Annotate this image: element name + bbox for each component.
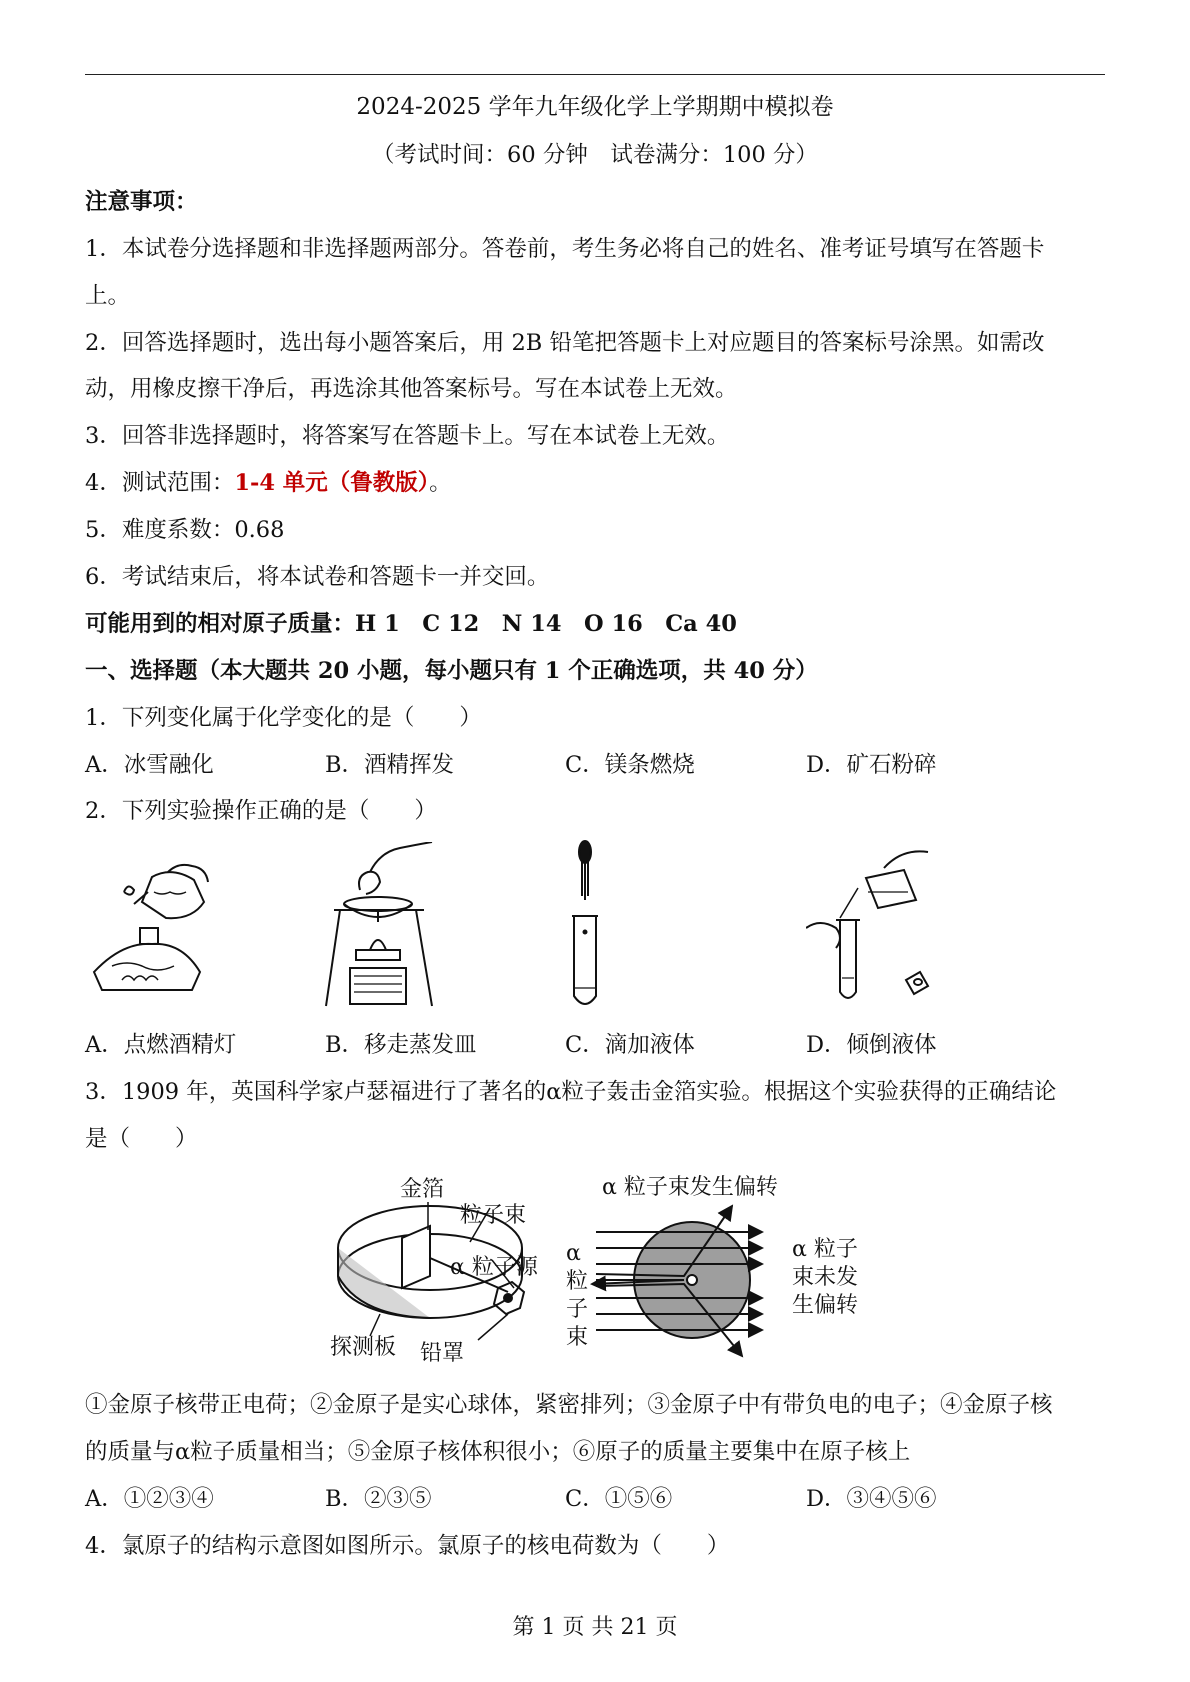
exam-title: 2024-2025 学年九年级化学上学期期中模拟卷 — [356, 94, 834, 120]
label-alpha-source: α 粒子源 — [450, 1255, 538, 1280]
label-deflected: α 粒子束发生偏转 — [602, 1175, 778, 1200]
label-particle-beam: 粒子束 — [460, 1203, 527, 1228]
q1-option-b: B．酒精挥发 — [325, 752, 455, 778]
notice-line-4 — [85, 468, 452, 498]
q3-statements-line-2: 的质量与α粒子质量相当；⑤金原子核体积很小；⑥原子的质量主要集中在原子核上 — [85, 1439, 911, 1465]
notice-line-1b: 上。 — [85, 283, 131, 309]
notice-line-3: 3．回答非选择题时，将答案写在答题卡上。写在本试卷上无效。 — [85, 423, 730, 449]
notice-line-6: 6．考试结束后，将本试卷和答题卡一并交回。 — [85, 564, 550, 590]
q4-stem: 4．氯原子的结构示意图如图所示。氯原子的核电荷数为（ ） — [85, 1533, 730, 1559]
q2-option-d: D．倾倒液体 — [806, 1032, 937, 1058]
pouring-liquid-figure — [806, 848, 936, 1008]
notice-line-2b: 动，用橡皮擦干净后，再选涂其他答案标号。写在本试卷上无效。 — [85, 376, 738, 402]
q2-option-a: A．点燃酒精灯 — [85, 1032, 237, 1058]
label-alpha-v1: α — [566, 1241, 581, 1266]
q2-option-c: C．滴加液体 — [565, 1032, 695, 1058]
label-lead-shield: 铅罩 — [420, 1341, 465, 1366]
header-rule — [85, 74, 1105, 75]
q3-stem-line-1: 3．1909 年，英国科学家卢瑟福进行了著名的α粒子轰击金箔实验。根据这个实验获得的正确结论 — [85, 1079, 1057, 1105]
label-detector: 探测板 — [330, 1335, 397, 1360]
alcohol-lamp-figure — [82, 862, 212, 992]
label-alpha-v2: 粒 — [566, 1269, 589, 1294]
label-alpha-v3: 子 — [566, 1297, 589, 1322]
label-alpha-v4: 束 — [566, 1325, 589, 1350]
label-undeflected-1: α 粒子 — [792, 1237, 858, 1262]
q1-stem: 1．下列变化属于化学变化的是（ ） — [85, 705, 482, 731]
atomic-mass-line: 可能用到的相对原子质量：H 1 C 12 N 14 O 16 Ca 40 — [85, 611, 737, 637]
notice-header: 注意事项： — [85, 189, 198, 215]
notice-line-5: 5．难度系数：0.68 — [85, 517, 285, 543]
q3-stem-line-2: 是（ ） — [85, 1126, 198, 1152]
q3-statements-line-1: ①金原子核带正电荷；②金原子是实心球体，紧密排列；③金原子中有带负电的电子；④金原子核 — [85, 1392, 1053, 1418]
exam-subtitle: （考试时间：60 分钟 试卷满分：100 分） — [372, 142, 818, 168]
q1-option-a: A．冰雪融化 — [85, 752, 214, 778]
notice-line-1: 1．本试卷分选择题和非选择题两部分。答卷前，考生务必将自己的姓名、准考证号填写在答题卡 — [85, 236, 1045, 262]
notice-line-2: 2．回答选择题时，选出每小题答案后，用 2B 铅笔把答题卡上对应题目的答案标号涂黑。如需改 — [85, 330, 1045, 356]
q2-option-b: B．移走蒸发皿 — [325, 1032, 477, 1058]
q2-stem: 2．下列实验操作正确的是（ ） — [85, 798, 437, 824]
q1-option-d: D．矿石粉碎 — [806, 752, 937, 778]
q1-option-c: C．镁条燃烧 — [565, 752, 695, 778]
q3-option-c: C．①⑤⑥ — [565, 1486, 673, 1512]
q3-option-b: B．②③⑤ — [325, 1486, 432, 1512]
notice-4-suffix: 。 — [429, 470, 452, 496]
notice-4-prefix: 4．测试范围： — [85, 470, 235, 496]
dropper-figure — [560, 840, 610, 1008]
section-1-title: 一、选择题（本大题共 20 小题，每小题只有 1 个正确选项，共 40 分） — [85, 658, 818, 684]
evaporating-dish-figure — [320, 842, 440, 1008]
page-footer: 第 1 页 共 21 页 — [512, 1615, 678, 1640]
label-undeflected-2: 束未发 — [792, 1265, 859, 1290]
label-gold-foil: 金箔 — [400, 1177, 445, 1202]
rutherford-experiment-figure — [330, 1168, 890, 1368]
test-scope: 1-4 单元（鲁教版） — [234, 470, 430, 496]
q3-option-a: A．①②③④ — [85, 1486, 214, 1512]
label-undeflected-3: 生偏转 — [792, 1293, 859, 1318]
q3-option-d: D．③④⑤⑥ — [806, 1486, 937, 1512]
